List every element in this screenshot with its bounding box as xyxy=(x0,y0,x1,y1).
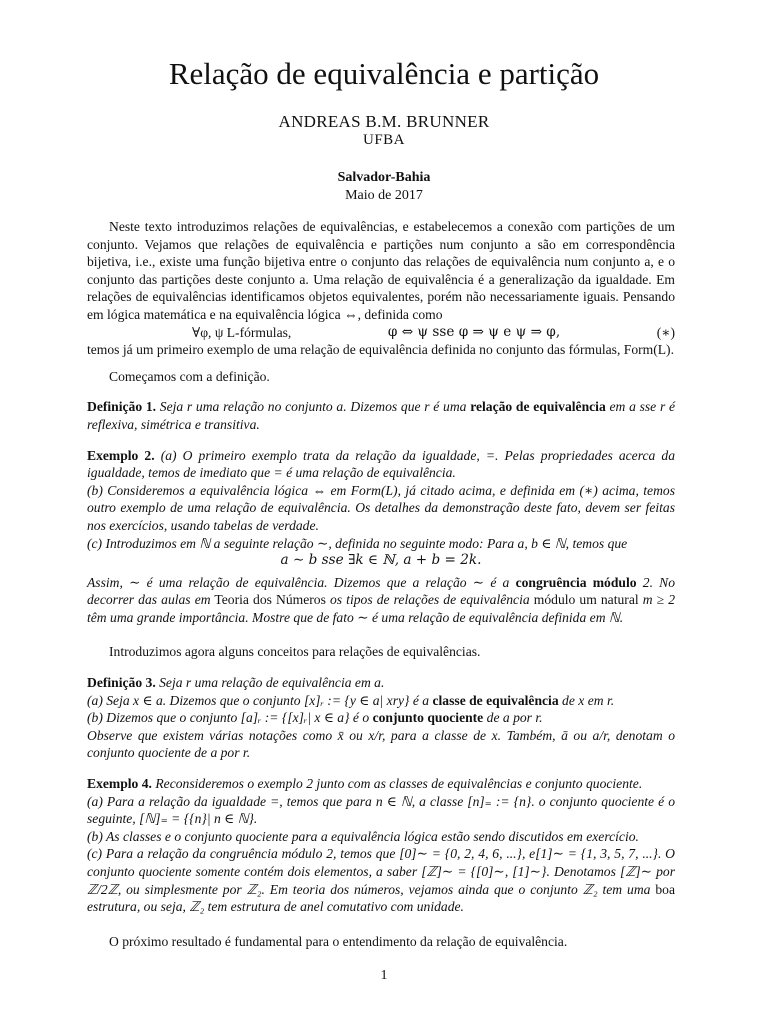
display-left: ∀φ, ψ L-fórmulas, xyxy=(192,324,292,340)
ex4-c-end: estrutura, ou seja, ℤ₂ tem estrutura de anel comutativo com unidade. xyxy=(87,899,464,915)
assim-a: Assim, ∼ é uma relação de equivalência. Dizemos que a relação ∼ é a xyxy=(87,574,510,590)
intro-2: Introduzimos agora alguns conceitos para relações de equivalências. xyxy=(109,644,481,660)
def3-a-pre: (a) Seja x ∈ a. Dizemos que o conjunto [x]ᵣ := {y ∈ a| xry} é a xyxy=(87,692,430,708)
assim-c: os tipos de relações de equivalência xyxy=(329,592,530,608)
example-4-a: (a) Para a relação da igualdade =, temos que para n ∈ ℕ, a classe [n]₌ := {n}. o conjunto quociente é o seguinte, [ℕ]₌ = {{n}| n ∈ ℕ}. xyxy=(87,793,675,827)
definition-3-a xyxy=(87,692,675,710)
def3-b-term: conjunto quociente xyxy=(372,710,484,726)
definition-1-text-a: Seja r uma relação no conjunto a. Dizemos que r é uma xyxy=(159,399,467,415)
closing-paragraph: O próximo resultado é fundamental para o entendimento da relação de equivalência. xyxy=(109,933,568,949)
example-2-c: (c) Introduzimos em ℕ a seguinte relação ∼, definida no seguinte modo: Para a, b ∈ ℕ, temos que xyxy=(87,535,628,551)
example-4-lead-text: Reconsideremos o exemplo 2 junto com as classes de equivalências e conjunto quociente. xyxy=(155,776,643,792)
example-2-display: a ∼ b sse ∃k ∈ ℕ, a + b = 2k. xyxy=(280,552,482,569)
example-4-label: Exemplo 4. xyxy=(87,776,152,792)
intro-start: Começamos com a definição. xyxy=(109,368,270,384)
assim-term: congruência módulo xyxy=(515,574,637,590)
definition-3-b xyxy=(87,709,675,727)
paper-body xyxy=(87,218,675,950)
example-2-a-text: (a) O primeiro exemplo trata da relação da igualdade, =. Pelas propriedades acerca da igualdade, temos de imediato que = é uma relação de equivalência. xyxy=(87,447,675,481)
def3-b-pre: (b) Dizemos que o conjunto [a]ᵣ := {[x]ᵣ| x ∈ a} é o xyxy=(87,710,370,726)
assim-b: 2. No decorrer das aulas em xyxy=(87,574,676,608)
definition-3-observation: Observe que existem várias notações como x̄ ou x/r, para a classe de x. Também, ā ou a/r, denotam o conjunto quociente de a por r. xyxy=(87,727,675,761)
assim-d: m ≥ 2 têm uma grande importância. Mostre que de fato ∼ é uma relação de equivalência definida em ℕ. xyxy=(87,592,676,625)
course-name: Teoria dos Números xyxy=(214,592,326,608)
def3-b-post: de a por r. xyxy=(486,710,543,726)
definition-3-label: Definição 3. xyxy=(87,675,156,691)
modulo-term: módulo um natural xyxy=(533,592,639,608)
page-number: 1 xyxy=(380,968,388,983)
display-equation-star xyxy=(87,324,675,342)
equation-tag: (∗) xyxy=(656,324,675,340)
intro-paragraph: Neste texto introduzimos relações de equivalências, e estabelecemos a conexão com partições de um conjunto. Vejamos que relações de equivalência e partições num conjunto a são em correspondência bijetiva, i.e., existe uma função bijetiva entre o conjunto das relações de equivalência num conjunto a, e o conjunto das partições deste conjunto a. Uma relação de equivalência é a generalização da igualdade. Em relações de equivalências identificamos objetos equivalentes, porém não necessariamente iguais. Pensando em lógica matemática e na equivalência lógica ⇔, definida como xyxy=(87,219,675,322)
def3-a-term: classe de equivalência xyxy=(432,692,559,708)
ex4-c-boa: boa xyxy=(655,881,675,897)
definition-1 xyxy=(87,398,675,433)
definition-1-term: relação de equivalência xyxy=(470,399,606,415)
ex4-c-text: (c) Para a relação da congruência módulo 2, temos que [0]∼ = {0, 2, 4, 6, ...}, e[1]∼ = {1, 3, 5, 7, ...}. O conjunto quociente somente contém dois elementos, a saber [ℤ]∼ = {[0]∼, [1]∼}. Denotamos [ℤ]∼ por ℤ/2ℤ, ou simplesmente por ℤ₂. Em teoria dos números, vejamos ainda que o conjunto ℤ₂ tem uma xyxy=(87,846,675,897)
definition-3-lead-text: Seja r uma relação de equivalência em a. xyxy=(159,675,385,691)
def3-a-post: de x em r. xyxy=(562,692,615,708)
author-name: ANDREAS B.M. BRUNNER xyxy=(278,112,490,131)
example-2-a xyxy=(87,447,675,482)
affiliation: UFBA xyxy=(362,132,405,148)
definition-3-lead xyxy=(87,674,675,692)
example-4-b: (b) As classes e o conjunto quociente para a equivalência lógica estão sendo discutidos em exercício. xyxy=(87,828,639,844)
display-mid: φ ⇔ ψ sse φ ⇒ ψ e ψ ⇒ φ, xyxy=(387,323,561,340)
paper-title: Relação de equivalência e partição xyxy=(168,56,600,91)
date: Maio de 2017 xyxy=(345,188,423,203)
definition-1-label: Definição 1. xyxy=(87,399,157,415)
place: Salvador-Bahia xyxy=(337,170,431,185)
example-2-b: (b) Consideremos a equivalência lógica ⇔ em Form(L), já citado acima, e definida em (∗) acima, temos outro exemplo de uma relação de equivalência. Os detalhes da demonstração deste fato, devem ser feitas nos exercícios, usando tabelas de verdade. xyxy=(87,482,675,533)
intro-continuation: temos já um primeiro exemplo de uma relação de equivalência definida no conjunto das fórmulas, Form(L). xyxy=(87,342,674,358)
example-4-c xyxy=(87,845,675,915)
example-2-assim xyxy=(87,574,675,627)
example-2-label: Exemplo 2. xyxy=(87,447,155,463)
example-4-lead xyxy=(87,775,675,793)
definition-1-text-b: em a sse r é reflexiva, simétrica e transitiva. xyxy=(87,399,675,432)
